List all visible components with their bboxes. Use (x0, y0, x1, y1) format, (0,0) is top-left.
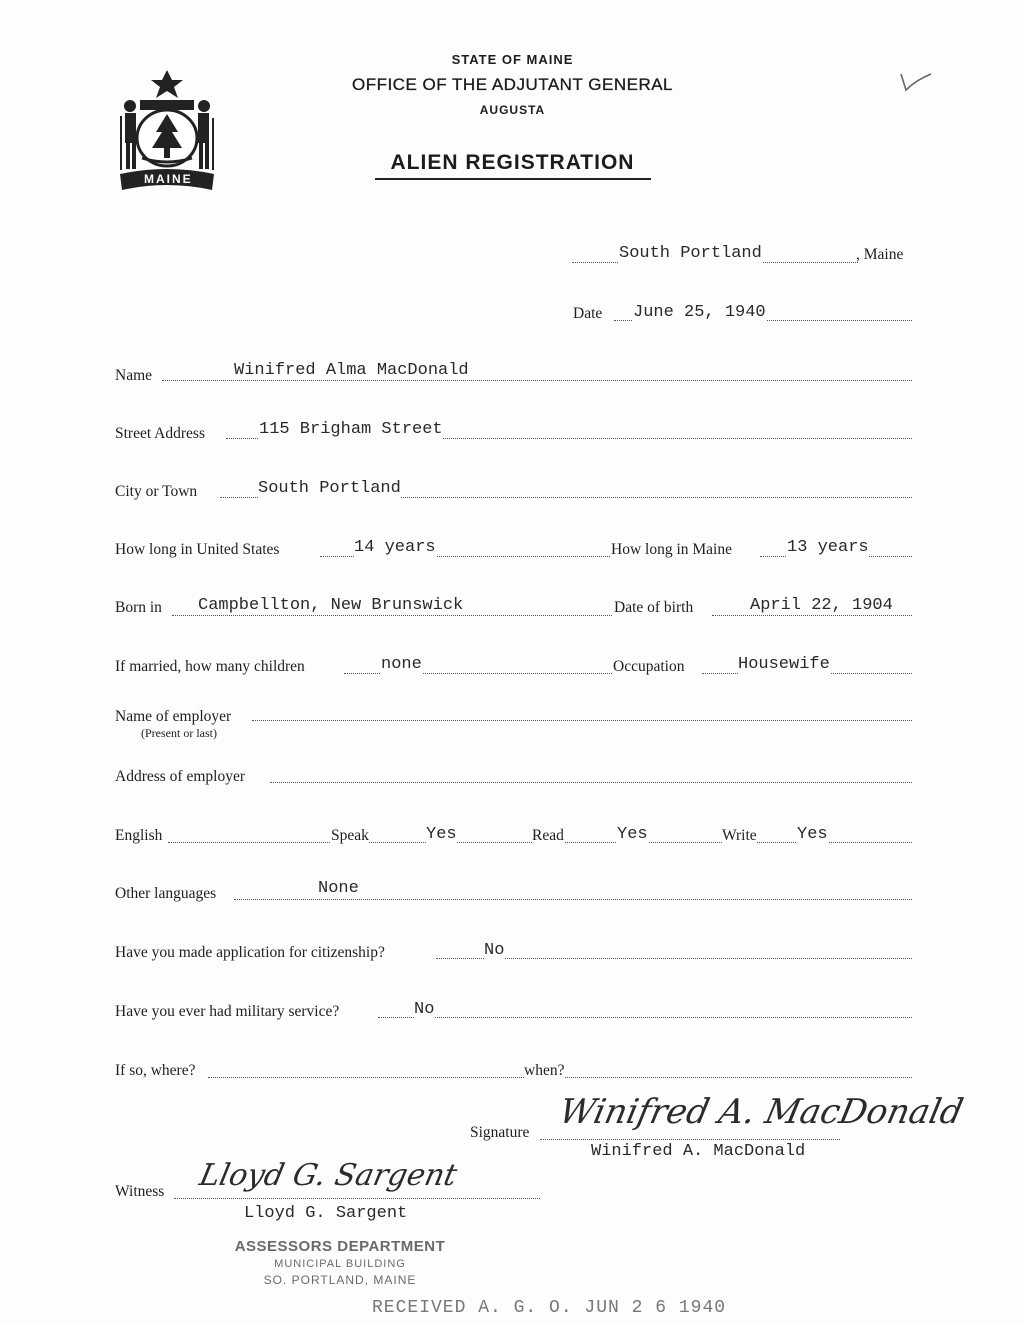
english-label: English (115, 827, 163, 844)
military-label: Have you ever had military service? (115, 1003, 340, 1020)
citizenship-label: Have you made application for citizenship? (115, 944, 385, 961)
when-label: when? (524, 1062, 565, 1079)
assessors-stamp-dept: ASSESSORS DEPARTMENT (234, 1238, 446, 1255)
title-underline (375, 178, 651, 180)
employer-sublabel: (Present or last) (141, 726, 217, 740)
maine-length-value: 13 years (787, 538, 869, 557)
name-label: Name (115, 367, 153, 384)
occupation-value: Housewife (738, 655, 830, 674)
dob-value: April 22, 1904 (750, 596, 893, 615)
children-value: none (381, 655, 422, 674)
read-label: Read (532, 827, 564, 844)
city-value: South Portland (258, 479, 401, 498)
street-value: 115 Brigham Street (259, 420, 443, 439)
assessors-stamp-building: MUNICIPAL BUILDING (274, 1258, 406, 1270)
location-suffix: , Maine (856, 246, 904, 263)
header-city: AUGUSTA (479, 103, 546, 117)
date-value: June 25, 1940 (633, 303, 766, 322)
received-stamp: RECEIVED A. G. O. JUN 2 6 1940 (372, 1298, 727, 1318)
name-value: Winifred Alma MacDonald (234, 361, 469, 380)
us-length-value: 14 years (354, 538, 436, 557)
header-state: STATE OF MAINE (451, 52, 574, 67)
employer-label: Name of employer (115, 708, 232, 725)
witness-handwritten: Lloyd G. Sargent (196, 1158, 461, 1193)
born-label: Born in (115, 599, 162, 616)
page-title: ALIEN REGISTRATION (390, 151, 635, 174)
where-label: If so, where? (115, 1062, 196, 1079)
employer-address-label: Address of employer (115, 768, 245, 785)
read-value: Yes (617, 825, 648, 844)
occupation-label: Occupation (613, 658, 685, 675)
other-languages-value: None (318, 879, 359, 898)
military-value: No (414, 1000, 435, 1019)
write-label: Write (722, 827, 757, 844)
witness-label: Witness (115, 1183, 165, 1200)
assessors-stamp-town: SO. PORTLAND, MAINE (263, 1273, 417, 1287)
signature-typed: Winifred A. MacDonald (591, 1142, 806, 1161)
header-office: OFFICE OF THE ADJUTANT GENERAL (351, 75, 674, 94)
write-value: Yes (797, 825, 828, 844)
maine-length-label: How long in Maine (611, 541, 732, 558)
speak-label: Speak (331, 827, 369, 844)
citizenship-value: No (484, 941, 505, 960)
city-label: City or Town (115, 483, 198, 500)
children-label: If married, how many children (115, 658, 305, 675)
other-languages-label: Other languages (115, 885, 217, 902)
maine-seal-icon (112, 66, 222, 196)
date-label: Date (573, 305, 603, 322)
us-length-label: How long in United States (115, 541, 280, 558)
signature-label: Signature (470, 1124, 530, 1141)
born-value: Campbellton, New Brunswick (198, 596, 464, 615)
check-mark-icon (898, 68, 934, 100)
dob-label: Date of birth (614, 599, 694, 616)
witness-typed: Lloyd G. Sargent (244, 1204, 408, 1223)
signature-handwritten: Winifred A. MacDonald (555, 1092, 967, 1132)
location-value: South Portland (619, 244, 762, 263)
street-label: Street Address (115, 425, 205, 442)
seal-ribbon-text: MAINE (144, 172, 193, 186)
speak-value: Yes (426, 825, 457, 844)
